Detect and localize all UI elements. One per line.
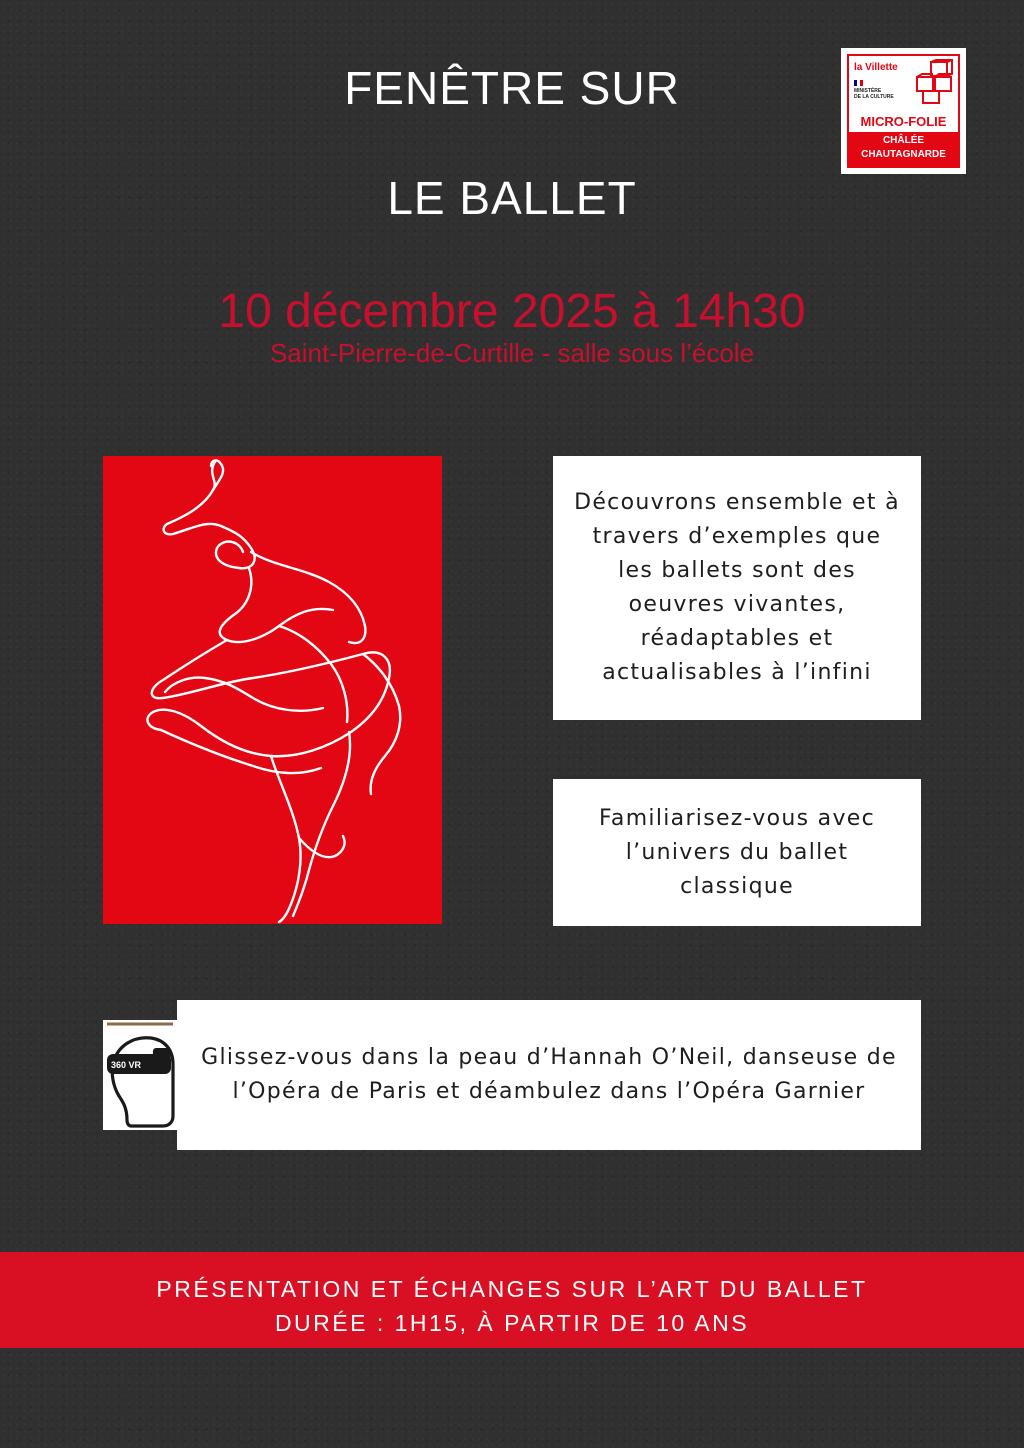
ministere-label: MINISTÈRE DE LA CULTURE xyxy=(854,88,894,100)
info-card-familiarize xyxy=(553,779,921,926)
dancer-line-art-icon xyxy=(103,456,442,924)
footer-duration-text: DURÉE : 1H15, À PARTIR DE 10 ANS xyxy=(274,1310,750,1336)
dancer-illustration xyxy=(103,456,442,924)
svg-text:360 VR: 360 VR xyxy=(111,1060,142,1070)
cubes-icon xyxy=(909,59,955,105)
footer-presentation-text: PRÉSENTATION ET ÉCHANGES SUR L’ART DU BALLET xyxy=(156,1276,868,1302)
poster-title-line-2: LE BALLET xyxy=(387,172,637,224)
event-venue: Saint-Pierre-de-Curtille - salle sous l’école xyxy=(269,338,755,368)
info-card-vr-experience xyxy=(177,1000,921,1150)
vr-headset-icon xyxy=(103,1020,177,1130)
logo-place-band: CHÂLÉE CHAUTAGNARDE xyxy=(849,132,958,166)
info-card-discover-text: Découvrons ensemble et à travers d’exemples que les ballets sont des oeuvres vivantes, réadaptables et actualisables à l’infini xyxy=(574,490,900,685)
info-card-discover xyxy=(553,456,921,720)
info-card-familiarize-text: Familiarisez-vous avec l’univers du ballet classique xyxy=(598,805,876,899)
poster-title-line-1: FENÊTRE SUR xyxy=(344,62,680,114)
event-date: 10 décembre 2025 à 14h30 xyxy=(218,285,806,338)
micro-folie-label: MICRO-FOLIE xyxy=(860,114,947,129)
info-card-vr-experience-text: Glissez-vous dans la peau d’Hannah O’Neil, danseuse de l’Opéra de Paris et déambulez dans l’Opéra Garnier xyxy=(201,1045,897,1104)
micro-folie-logo xyxy=(841,48,966,174)
french-flag-icon xyxy=(854,80,863,86)
footer-banner xyxy=(0,1252,1024,1348)
la-villette-wordmark: la Villette xyxy=(854,62,898,73)
